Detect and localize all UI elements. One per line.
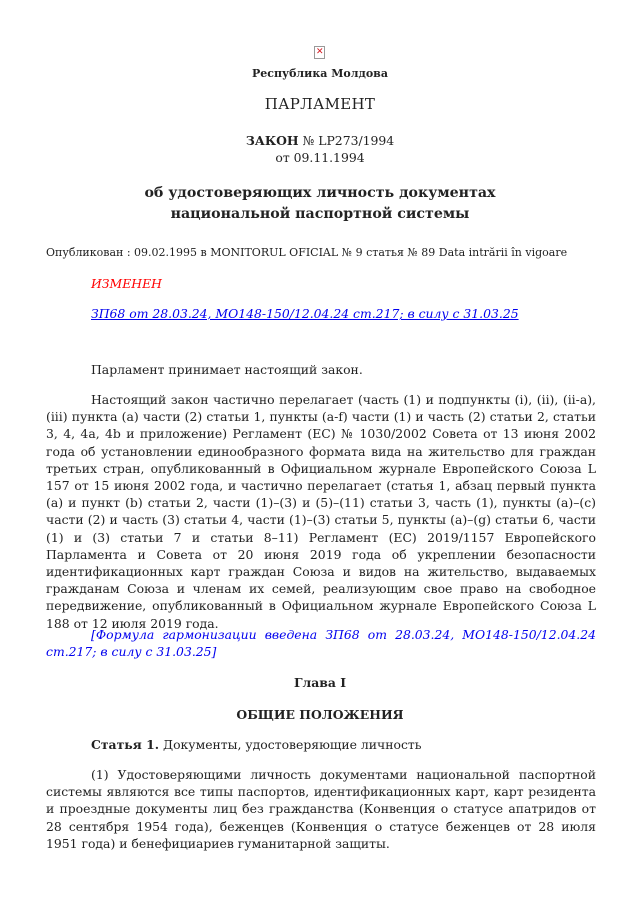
transposition-paragraph: Настоящий закон частично перелагает (часть (1) и подпункты (i), (ii), (ii-a), (iii) пункта (a) части (2) статьи 1, пункты (a-f) части (1) и часть (2) статьи 2, статьи 3, 4, 4a, 4b и приложение) Регламент (ЕС) № 1030/2002 Совета от 13 июня 2002 года об установлении единообразного формата вида на жительство для граждан третьих стран, опубликованный в Официальном журнале Европейского Союза L 157 от 15 июня 2002 года, и частично перелагает (статья 1, абзац первый пункта (a) и пункт (b) статьи 2, части (1)–(3) и (5)–(11) статьи 3, часть (1), пункты (a)–(c) части (2) и часть (3) статьи 4, части (1)–(3) статьи 5, пункты (a)–(g) статьи 6, части (1) и (3) статьи 7 и статьи 8–11) Регламент (ЕС) 2019/1157 Европейского Парламента и Совета от 20 июня 2019 года об укреплении безопасности идентификационных карт граждан Союза и видов на жительство, выдаваемых гражданам Союза и членам их семей, реализующим свое право на свободное передвижение, опубликованный в Официальном журнале Европейского Союза L 188 от 12 июля 2019 года. — [46, 392, 596, 631]
article-title: Документы, удостоверяющие личность — [159, 737, 422, 752]
publication-info: Опубликован : 09.02.1995 в MONITORUL OFICIAL № 9 статья № 89 Data intrării în vigoare — [46, 246, 568, 259]
intro-paragraph: Парламент принимает настоящий закон. — [91, 362, 363, 377]
law-title-line2: национальной паспортной системы — [170, 206, 470, 222]
changed-status: ИЗМЕНЕН — [91, 276, 162, 291]
law-date: от 09.11.1994 — [275, 150, 365, 165]
law-number-value: № LP273/1994 — [298, 133, 395, 148]
article-label: Статья 1. — [91, 737, 160, 752]
parliament-heading: ПАРЛАМЕНТ — [264, 95, 376, 113]
chapter-heading: Глава I — [293, 675, 347, 690]
article-heading — [91, 737, 422, 752]
republic-name: Республика Молдова — [252, 67, 388, 80]
amendment-link[interactable]: ЗП68 от 28.03.24, MO148-150/12.04.24 ст.217; в силу с 31.03.25 — [91, 306, 519, 321]
law-label: ЗАКОН — [245, 133, 299, 148]
harmonization-note: [Формула гармонизации введена ЗП68 от 28.03.24, MO148-150/12.04.24 ст.217; в силу с 31.03.25] — [46, 627, 596, 660]
section-title: ОБЩИЕ ПОЛОЖЕНИЯ — [236, 707, 404, 722]
law-number — [0, 133, 640, 148]
law-title-line1: об удостоверяющих личность документах — [144, 185, 496, 201]
article-paragraph-1: (1) Удостоверяющими личность документами национальной паспортной системы являются все типы паспортов, идентификационных карт, карт резидента и проездные документы лиц без гражданства (Конвенция о статусе апатридов от 28 сентября 1954 года), беженцев (Конвенция о статусе беженцев от 28 июля 1951 года) и бенефициариев гуманитарной защиты. — [46, 767, 596, 851]
broken-image-icon: ✕ — [316, 47, 324, 57]
